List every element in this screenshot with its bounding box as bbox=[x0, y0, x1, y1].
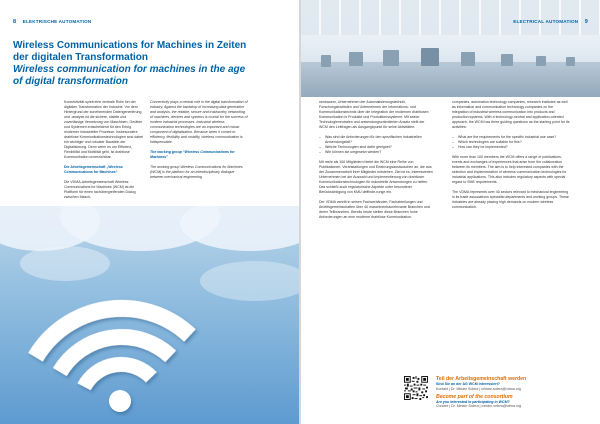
left-folio bbox=[13, 19, 91, 25]
cta-head-en: Become part of the consortium bbox=[436, 393, 513, 400]
right-page bbox=[301, 0, 600, 424]
vdma-en: The VDMA represents over 40 sectors relevant to mechanical engineering in its trade associations specialist departments and working groups. These industries are already placing high demands on modern wireless communication. bbox=[452, 190, 569, 209]
factory-robots-photo bbox=[301, 0, 600, 97]
left-page bbox=[0, 0, 299, 424]
list-item: – Which technologies are suitable for this? bbox=[458, 140, 570, 145]
call-to-action bbox=[436, 376, 576, 409]
title-en-line-1: Wireless communication for machines in the age bbox=[13, 64, 246, 75]
title-en-line-2: of digital transformation bbox=[13, 76, 128, 87]
body-en: The working group Wireless Communications for Machines (WCM) is the platform for an interdisciplinary dialogue between mechanical engineering bbox=[150, 165, 243, 179]
members-en: With more than 100 members the WCM offers a range of publications, events and exchanges of experiences that arise from the collaboration between its members. The aim is to help interested companies with the selection and implementation of wireless communication technologies for industrial applications. This also includes regulatory aspects with special regard to SME requirements. bbox=[452, 155, 567, 184]
cta-head-de: Teil der Arbeitsgemeinschaft werden bbox=[436, 376, 527, 382]
vdma-de: Der VDMA vertritt in seinen Fachverbänden, Fachabteilungen und Arbeitsgemeinschaften über 40 maschinenbaurelevante Branchen und deren Teilbranchen. Bereits heute stellen diese Branchen hohe Anforderungen an eine moderne drahtlose Kommunikation. bbox=[319, 200, 430, 219]
members-de: Mit mehr als 100 Mitgliedern bietet die WCM eine Reihe von Publikationen, Veranstaltungen und Erfahrungsaustauschen an, die aus der Zusammenarbeit ihrer Mitglieder entstehen. Ziel ist es, interessierten Unternehmen bei der Auswahl und Implementierung von drahtloser Kommunikationstechnologien für industrielle Anwendungen zu helfen. Das schließt auch regulatorische Aspekte unter besonderer Berücksichtigung von KMU deffinde-runge ein. bbox=[319, 160, 433, 194]
right-col-german bbox=[319, 100, 434, 225]
wifi-cloud-image bbox=[0, 206, 299, 424]
intro-de: Konnektivität spielt eine zentrale Rolle bei der digitalen Transformation der Industrie. Vor dem Hintergrund der zunehmenden Datengenerierung und -analyse ist die sichere, stabile und zuverlässige Vernetzung von Maschinen, Geräten und Systemen entscheidend für den Erfolg moderner industrieller Prozesse. Insbesondere drahtlose Kommunikationstechnologien sind dabei ein wichtiger und robuster Baustein der Digitalisierung. Denn wenn es um Effizienz, Flexibilität und Mobilität geht, ist drahtlose Kommunikation unverzichtbar. bbox=[64, 100, 144, 159]
left-col-english bbox=[150, 100, 248, 185]
page-number-left: 8 bbox=[13, 19, 17, 25]
page-number-right: 9 bbox=[584, 19, 588, 25]
subhead-en: The working group “Wireless Communications for Machines” bbox=[150, 150, 235, 159]
cta-question-en: Are you interested in participating in WCM? bbox=[436, 399, 510, 404]
list-item: – Welche Technologien sind dafür geeignet? bbox=[325, 145, 434, 150]
questions-list-en bbox=[452, 135, 570, 150]
body-de: Die VDMA-Arbeitsgemeinschaft Wireless Communications for Machines (WCM) ist die Plattform für einen fachübergreifenden Dialog zwischen Masch- bbox=[64, 180, 136, 199]
left-col-german bbox=[64, 100, 144, 205]
title-de-line-1: Wireless Communications for Machines in Zeiten bbox=[13, 40, 247, 51]
questions-list-de bbox=[319, 135, 434, 155]
cta-question-de: Sind Sie an der AG WCM interessiert? bbox=[436, 382, 500, 386]
article-title bbox=[13, 40, 263, 88]
list-item: – How can they be implemented? bbox=[458, 145, 570, 150]
right-col-english bbox=[452, 100, 570, 215]
continuation-en: companies, automation technology companies, research institutes as well as information and communication technology companies on the integration of industrial wireless communication into products and production systems. With a technology-neutral and application-oriented approach, the WCM has three guiding questions as the starting point for its activities: bbox=[452, 100, 570, 129]
section-label-right: ELECTRICAL AUTOMATION bbox=[513, 19, 579, 24]
contact-link-de[interactable]: Kontakt | Dr. Miriam Solera | miriam.solera@vdma.org bbox=[436, 386, 521, 391]
wifi-icon bbox=[0, 206, 299, 424]
continuation-de: nenbauern, Unternehmen der Automatisierungstechnik, Forschungsinstituten und Unternehmen der Informations- und Kommunikationstechnik über die Integration der modernen drahtlosen Kommunikation in Produkte und Produktionssysteme. Mit seiner Technologieneutralen und anwendungsorientierten Ansatz stellt der WCM den Leitfragen als Ausgangspunkt für seine Aktivitäten: bbox=[319, 100, 429, 129]
title-de-line-2: der digitalen Transformation bbox=[13, 52, 149, 63]
list-item: – What are the requirements for the specific industrial use case? bbox=[458, 135, 570, 140]
right-folio bbox=[513, 19, 588, 25]
qr-code[interactable] bbox=[404, 376, 428, 400]
list-item: – Was sind die Anforderungen für den spezifischen industriellen Anwendungsfall? bbox=[325, 135, 434, 145]
list-item: – Wie können sie umgesetzt werden? bbox=[325, 150, 434, 155]
intro-en: Connectivity plays a central role in the digital transformation of industry. Against the backdrop of increasing data generation and analysis, the reliable, secure and trustworthy networking of machines, devices and systems is crucial for the success of modern industrial processes. Industrial wireless communication technologies are an important and robust component of digitalisation. Because when it comes to efficiency, flexibility and mobility, wireless communication is indispensable. bbox=[150, 100, 248, 144]
section-label-left: ELEKTRISCHE AUTOMATION bbox=[22, 19, 92, 24]
contact-link-en[interactable]: Contact | Dr. Miriam Solera | miriam.solera@vdma.org bbox=[436, 404, 522, 409]
subhead-de: Die Arbeitsgemeinschaft „Wireless Communications for Machines“ bbox=[64, 165, 123, 174]
